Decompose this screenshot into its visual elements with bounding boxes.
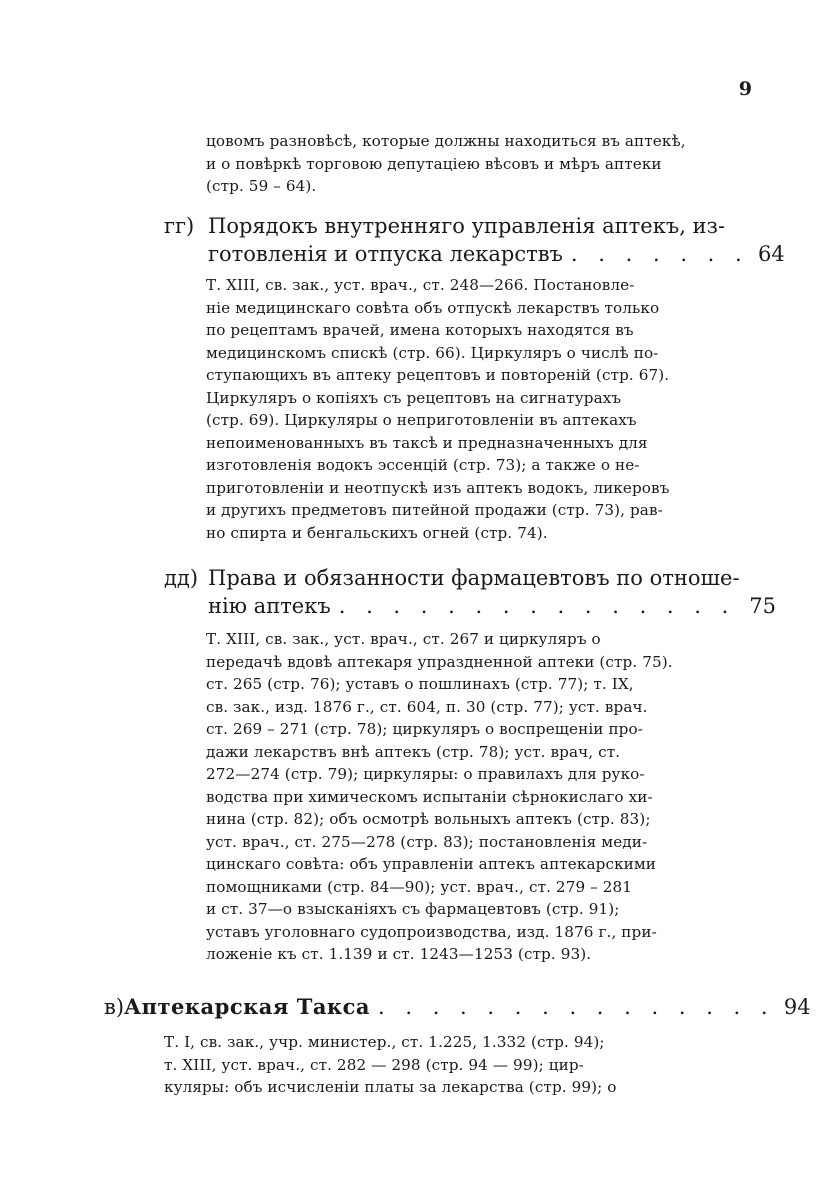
- toc-page-number: 64: [757, 242, 785, 266]
- text-line: уст. врач., ст. 275—278 (стр. 83); постановленія меди-: [206, 832, 648, 851]
- heading-text: Права и обязанности фармацевтовъ по отноше-: [208, 566, 740, 590]
- section-dd-body: [206, 628, 736, 966]
- section-label: дд): [164, 566, 199, 590]
- toc-page-number: 75: [749, 594, 776, 618]
- text-line: куляры: объ исчисленіи платы за лекарства (стр. 99); о: [164, 1078, 617, 1096]
- section-label: в): [104, 995, 125, 1019]
- text-line: по рецептамъ врачей, имена которыхъ находятся въ: [206, 321, 634, 339]
- text-line: 272—274 (стр. 79); циркуляры: о правилахъ для руко-: [206, 765, 645, 783]
- heading-text: нію аптекъ: [208, 594, 331, 618]
- text-line: нина (стр. 82); объ осмотрѣ вольныхъ аптекъ (стр. 83);: [206, 810, 651, 828]
- text-line: помощниками (стр. 84—90); уст. врач., ст. 279 – 281: [206, 877, 633, 896]
- text-line: медицинскомъ спискѣ (стр. 66). Циркуляръ о числѣ по-: [206, 343, 659, 362]
- text-line: ст. 269 – 271 (стр. 78); циркуляръ о воспрещеніи про-: [206, 720, 643, 738]
- heading-text: Порядокъ внутренняго управленія аптекъ, из-: [208, 214, 726, 238]
- heading-text: готовленія и отпуска лекарствъ: [208, 242, 563, 266]
- text-line: дажи лекарствъ внѣ аптекъ (стр. 78); уст. врач, ст.: [206, 742, 621, 761]
- text-line: непоименованныхъ въ таксѣ и предназначенныхъ для: [206, 433, 648, 452]
- text-line: водства при химическомъ испытаніи сѣрнокислаго хи-: [206, 787, 653, 806]
- heading-text: Аптекарская Такса: [124, 994, 370, 1019]
- section-v-heading: [104, 993, 811, 1021]
- text-line: и другихъ предметовъ питейной продажи (стр. 73), рав-: [206, 501, 663, 519]
- page-number: 9: [738, 78, 752, 100]
- text-line: изготовленія водокъ эссенцій (стр. 73); а также о не-: [206, 456, 640, 474]
- text-line: (стр. 59 – 64).: [206, 177, 317, 195]
- section-dd-heading: [164, 564, 776, 620]
- text-line: но спирта и бенгальскихъ огней (стр. 74).: [206, 523, 548, 542]
- text-line: Т. I, св. зак., учр. министер., ст. 1.225, 1.332 (стр. 94);: [164, 1033, 605, 1051]
- text-line: ніе медицинскаго совѣта объ отпускѣ лекарствъ только: [206, 298, 660, 317]
- leader-dots: . . . . . . . . . . . . . . .: [338, 594, 736, 618]
- text-line: ложеніе къ ст. 1.139 и ст. 1243—1253 (стр. 93).: [206, 945, 592, 963]
- text-line: цовомъ разновѣсѣ, которые должны находиться въ аптекѣ,: [206, 132, 686, 150]
- intro-paragraph: [206, 130, 736, 198]
- text-line: передачѣ вдовѣ аптекаря упраздненной аптеки (стр. 75).: [206, 652, 673, 671]
- text-line: ступающихъ въ аптеку рецептовъ и повтореній (стр. 67).: [206, 366, 670, 384]
- section-gg-heading: [164, 212, 785, 268]
- text-line: цинскаго совѣта: объ управленіи аптекъ аптекарскими: [206, 855, 657, 873]
- text-line: приготовленіи и неотпускѣ изъ аптекъ водокъ, ликеровъ: [206, 478, 670, 497]
- text-line: и о повѣркѣ торговою депутаціею вѣсовъ и мѣръ аптеки: [206, 154, 662, 173]
- text-line: т. XIII, уст. врач., ст. 282 — 298 (стр. 94 — 99); цир-: [164, 1055, 584, 1074]
- text-line: и ст. 37—о взысканіяхъ съ фармацевтовъ (стр. 91);: [206, 900, 620, 918]
- text-line: Т. XIII, св. зак., уст. врач., ст. 248—266. Постановле-: [206, 276, 635, 294]
- text-line: ст. 265 (стр. 76); уставъ о пошлинахъ (стр. 77); т. IX,: [206, 675, 634, 693]
- toc-page-number: 94: [783, 995, 811, 1019]
- section-gg-body: [206, 274, 736, 544]
- text-line: уставъ уголовнаго судопроизводства, изд. 1876 г., при-: [206, 922, 657, 941]
- leader-dots: . . . . . . .: [570, 242, 749, 266]
- text-line: (стр. 69). Циркуляры о неприготовленіи въ аптекахъ: [206, 411, 637, 429]
- text-line: Т. XIII, св. зак., уст. врач., ст. 267 и циркуляръ о: [206, 630, 601, 648]
- section-label: гг): [164, 214, 195, 238]
- section-v-body: [164, 1031, 736, 1099]
- leader-dots: . . . . . . . . . . . . . . .: [378, 995, 775, 1019]
- text-line: Циркуляръ о копіяхъ съ рецептовъ на сигнатурахъ: [206, 388, 622, 407]
- text-line: св. зак., изд. 1876 г., ст. 604, п. 30 (стр. 77); уст. врач.: [206, 697, 648, 716]
